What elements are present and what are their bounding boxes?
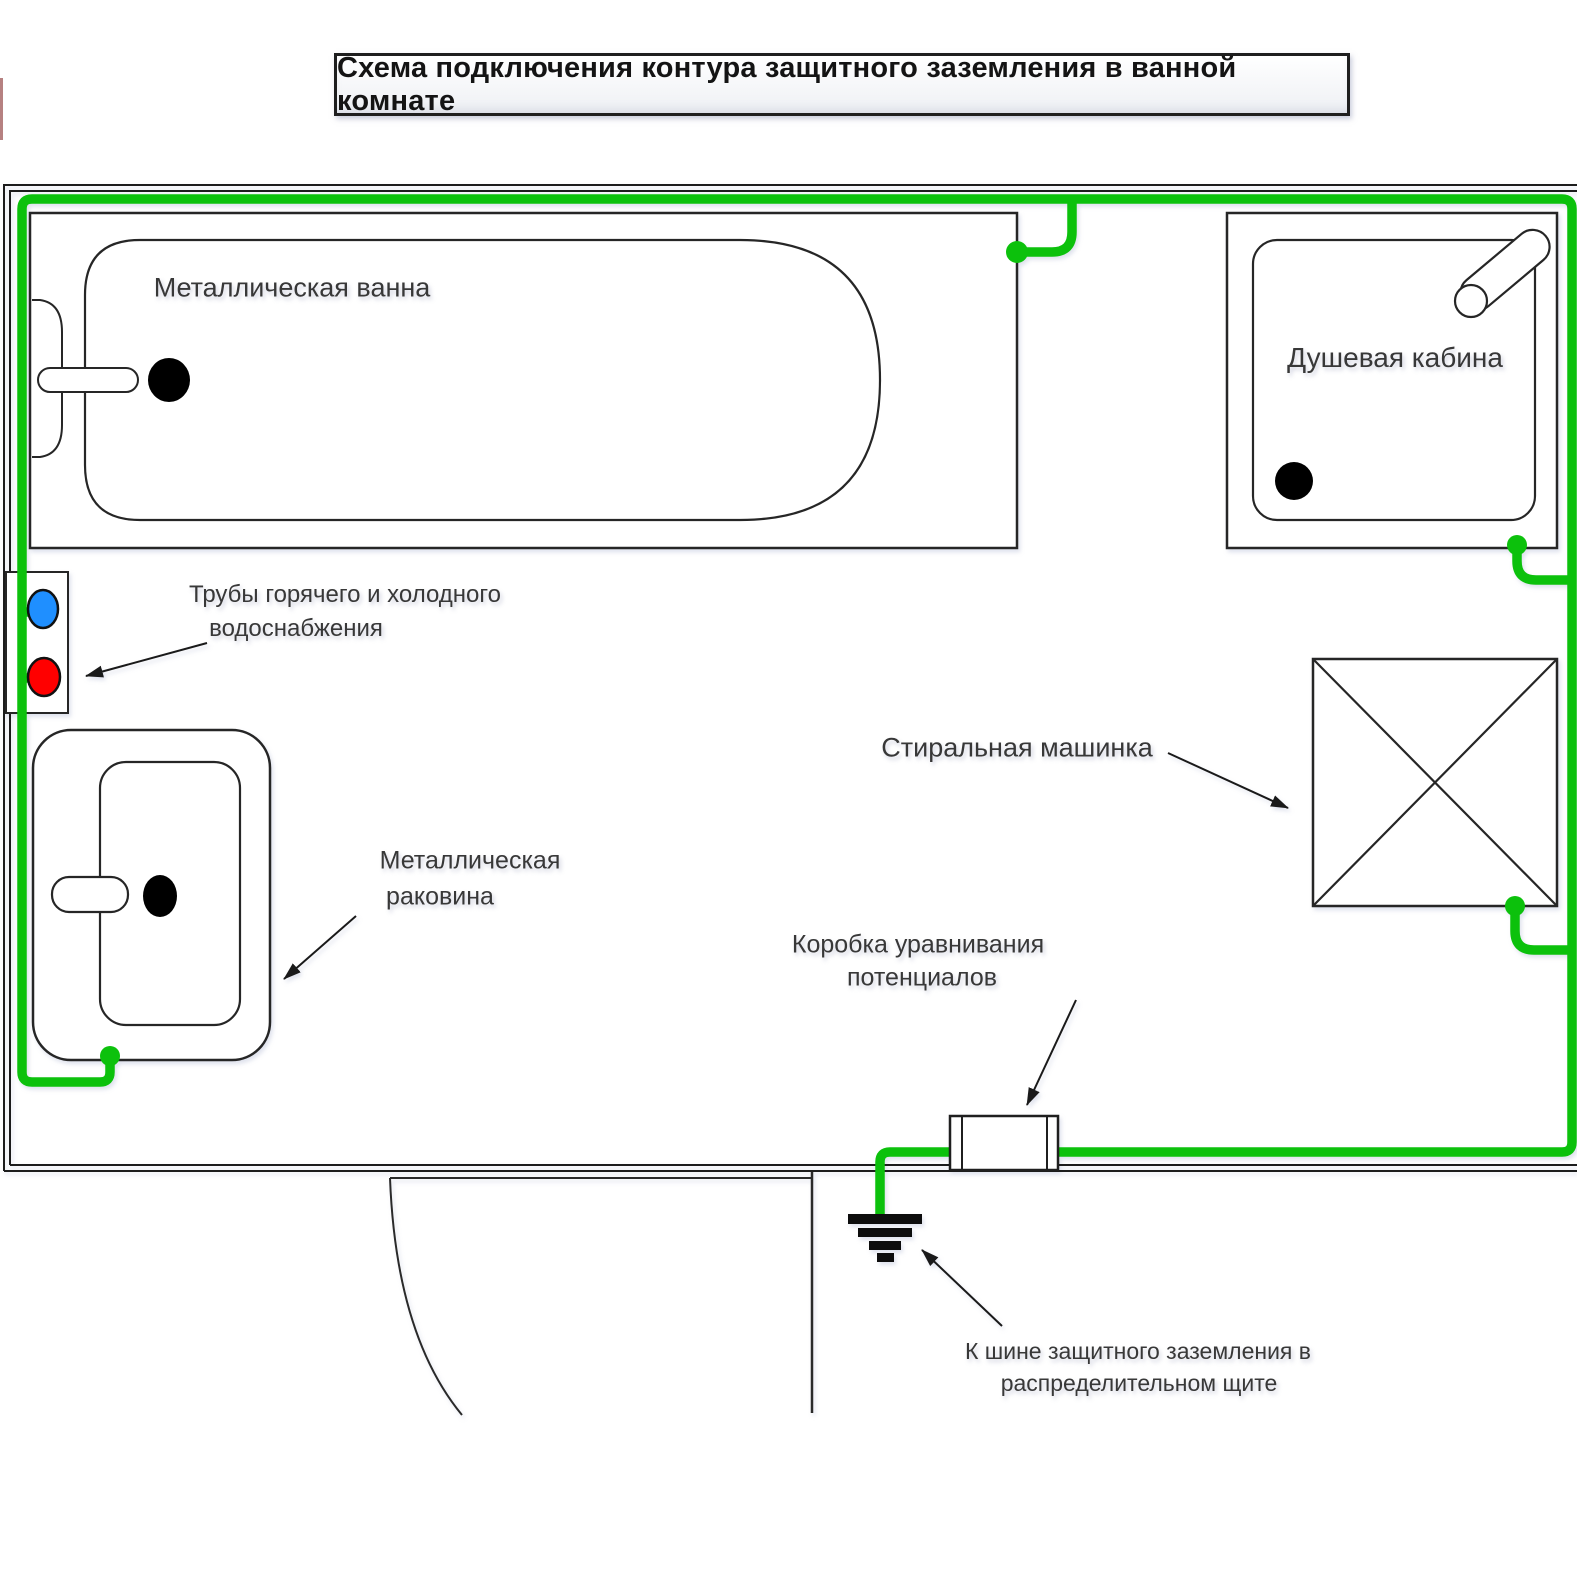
arrow-to-pipes (86, 643, 207, 676)
bond-dot-washer (1505, 896, 1525, 916)
cold-pipe-icon (28, 590, 58, 628)
sink-drain-icon (143, 875, 177, 917)
sink (33, 730, 270, 1060)
bathtub-drain-icon (148, 358, 190, 402)
shower-drain-icon (1275, 462, 1313, 500)
label-peq-line1: Коробка уравнивания (791, 930, 1045, 959)
earth-branch-shower (1517, 549, 1572, 580)
diagram-title: Схема подключения контура защитного заземления в ванной комнате (337, 51, 1237, 117)
shower-cabin (1227, 213, 1557, 548)
earth-wire-to-ground (880, 1152, 953, 1218)
bathtub-faucet-icon (38, 368, 138, 392)
shower-head-knob (1455, 285, 1487, 317)
bathtub (30, 213, 1017, 548)
sink-faucet-icon (52, 877, 128, 912)
earth-branch-washer (1515, 910, 1572, 950)
label-washer: Стиральная машинка (881, 732, 1153, 763)
bond-dot-bathtub (1006, 241, 1028, 263)
label-sink-line2: раковина (386, 882, 494, 911)
label-peq-line2: потенциалов (846, 963, 998, 992)
label-bathtub: Металлическая ванна (153, 272, 431, 303)
arrow-to-washer (1168, 753, 1288, 808)
label-shower: Душевая кабина (1287, 341, 1503, 373)
bond-dot-shower (1507, 535, 1527, 555)
label-ground-line1: К шине защитного заземления в (965, 1337, 1311, 1364)
potential-equalization-box (950, 1116, 1058, 1170)
arrow-to-peq-box (1027, 1000, 1076, 1105)
diagram-title-box (334, 53, 1350, 116)
door-swing-arc (390, 1178, 462, 1415)
label-pipes-line2: водоснабжения (209, 615, 383, 643)
door-opening (390, 1172, 812, 1415)
washing-machine (1313, 659, 1557, 906)
bond-dot-sink (100, 1046, 120, 1066)
label-ground-line2: распределительном щите (1000, 1369, 1278, 1396)
ground-symbol-icon (848, 1214, 922, 1262)
label-pipes-line1: Трубы горячего и холодного (189, 581, 501, 609)
arrow-to-ground-symbol (922, 1250, 1002, 1326)
earth-branch-bathtub (1026, 200, 1072, 252)
label-sink-line1: Металлическая (379, 846, 561, 875)
arrow-to-sink (284, 916, 356, 979)
hot-pipe-icon (28, 658, 60, 696)
